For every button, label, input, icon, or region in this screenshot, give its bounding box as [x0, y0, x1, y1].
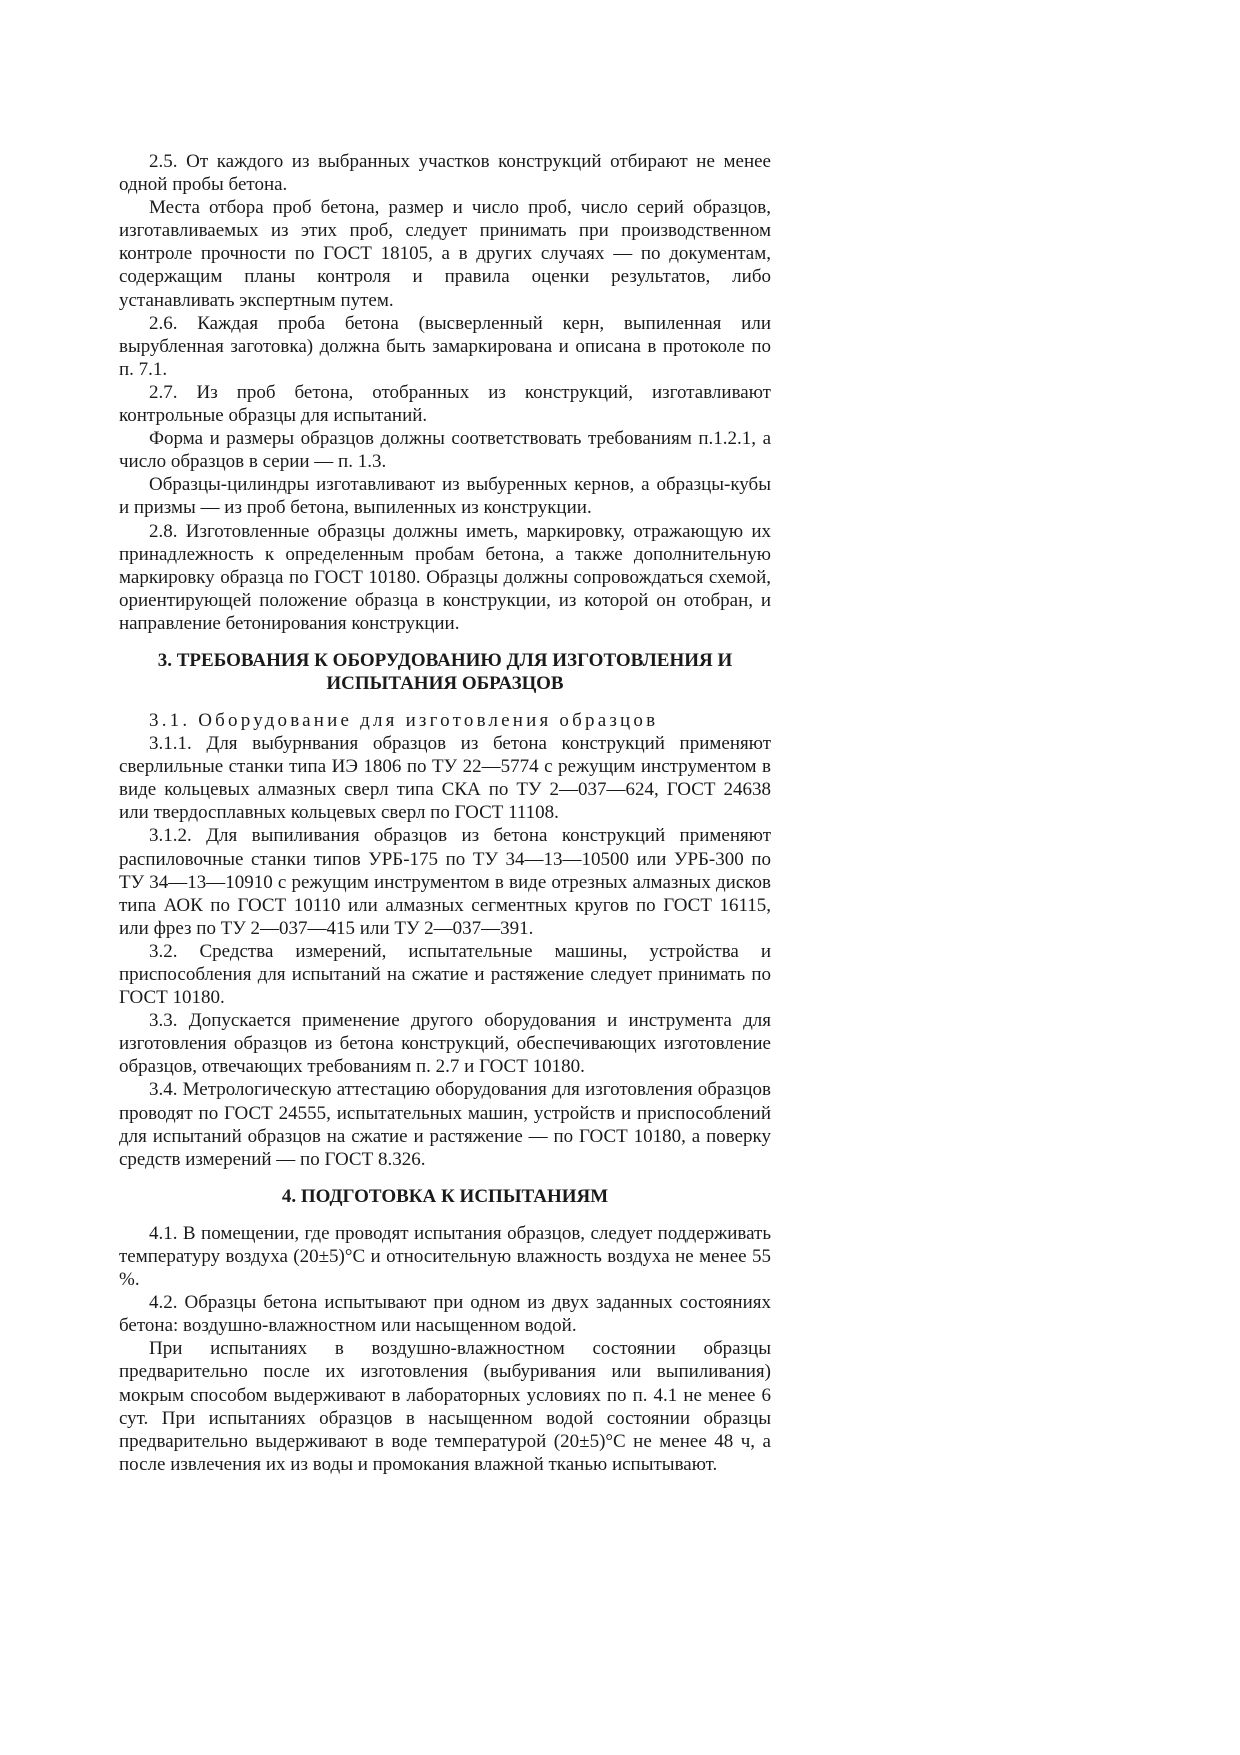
paragraph-3-1-1: 3.1.1. Для выбурнвания образцов из бетона конструкций применяют сверлильные станки типа ИЭ 1806 по ТУ 22—5774 с режущим инструментом в виде кольцевых алмазных сверл типа СКА по ТУ 2—037—624, ГОСТ 24638 или твердосплавных кольцевых сверл по ГОСТ 11108. [119, 733, 771, 824]
paragraph-3-3: 3.3. Допускается применение другого оборудования и инструмента для изготовления образцов из бетона конструкций, обеспечивающих изготовление образцов, отвечающих требованиям п. 2.7 и ГОСТ 10180. [119, 1010, 771, 1078]
paragraph-testing-conditions: При испытаниях в воздушно-влажностном состоянии образцы предварительно после их изготовления (выбуривания или выпиливания) мокрым способом выдерживают в лабораторных условиях по п. 4.1 не менее 6 сут. При испытаниях образцов в насыщенном водой состоянии образцы предварительно выдерживают в воде температурой (20±5)°С не менее 48 ч, а после извлечения их из воды и промокания влажной тканью испытывают. [119, 1338, 771, 1475]
section-heading-4: 4. ПОДГОТОВКА К ИСПЫТАНИЯМ [281, 1185, 609, 1207]
subsection-heading-3-1: 3.1. Оборудование для изготовления образцов [149, 709, 659, 731]
paragraph-sampling-places: Места отбора проб бетона, размер и число проб, число серий образцов, изготавливаемых из этих проб, следует принимать при производственном контроле прочности по ГОСТ 18105, а в других случаях — по документам, содержащим планы контроля и правила оценки результатов, либо устанавливать экспертным путем. [119, 197, 771, 311]
paragraph-3-1-2: 3.1.2. Для выпиливания образцов из бетона конструкций применяют распиловочные станки типов УРБ-175 по ТУ 34—13—10500 или УРБ-300 по ТУ 34—13—10910 с режущим инструментом в виде отрезных алмазных дисков типа АОК по ГОСТ 10110 или алмазных сегментных кругов по ГОСТ 16115, или фрез по ТУ 2—037—415 или ТУ 2—037—391. [119, 825, 771, 939]
paragraph-sample-shape: Форма и размеры образцов должны соответствовать требованиям п.1.2.1, а число образцов в серии — п. 1.3. [119, 428, 771, 473]
section-heading-3: 3. ТРЕБОВАНИЯ К ОБОРУДОВАНИЮ ДЛЯ ИЗГОТОВЛЕНИЯ И ИСПЫТАНИЯ ОБРАЗЦОВ [157, 649, 733, 694]
paragraph-cylinders: Образцы-цилиндры изготавливают из выбуренных кернов, а образцы-кубы и призмы — из проб бетона, выпиленных из конструкции. [119, 474, 771, 519]
paragraph-2-8: 2.8. Изготовленные образцы должны иметь, маркировку, отражающую их принадлежность к определенным пробам бетона, а также дополнительную маркировку образца по ГОСТ 10180. Образцы должны сопровождаться схемой, ориентирующей положение образца в конструкции, из которой он отобран, и направление бетонирования конструкции. [119, 520, 771, 634]
paragraph-3-4: 3.4. Метрологическую аттестацию оборудования для изготовления образцов проводят по ГОСТ 24555, испытательных машин, устройств и приспособлений для испытаний образцов на сжатие и растяжение — по ГОСТ 10180, а поверку средств измерений — по ГОСТ 8.326. [119, 1079, 771, 1170]
paragraph-4-1: 4.1. В помещении, где проводят испытания образцов, следует поддерживать температуру воздуха (20±5)°С и относительную влажность воздуха не менее 55 %. [119, 1222, 771, 1291]
paragraph-2-5: 2.5. От каждого из выбранных участков конструкций отбирают не менее одной пробы бетона. [119, 151, 771, 196]
paragraph-4-2: 4.2. Образцы бетона испытывают при одном из двух заданных состояниях бетона: воздушно-влажностном или насыщенном водой. [119, 1292, 771, 1337]
document-page [119, 150, 771, 1476]
paragraph-2-6: 2.6. Каждая проба бетона (высверленный керн, выпиленная или вырубленная заготовка) должна быть замаркирована и описана в протоколе по п. 7.1. [119, 312, 771, 380]
paragraph-3-2: 3.2. Средства измерений, испытательные машины, устройства и приспособления для испытаний на сжатие и растяжение следует принимать по ГОСТ 10180. [119, 940, 771, 1009]
paragraph-2-7: 2.7. Из проб бетона, отобранных из конструкций, изготавливают контрольные образцы для испытаний. [119, 381, 771, 427]
